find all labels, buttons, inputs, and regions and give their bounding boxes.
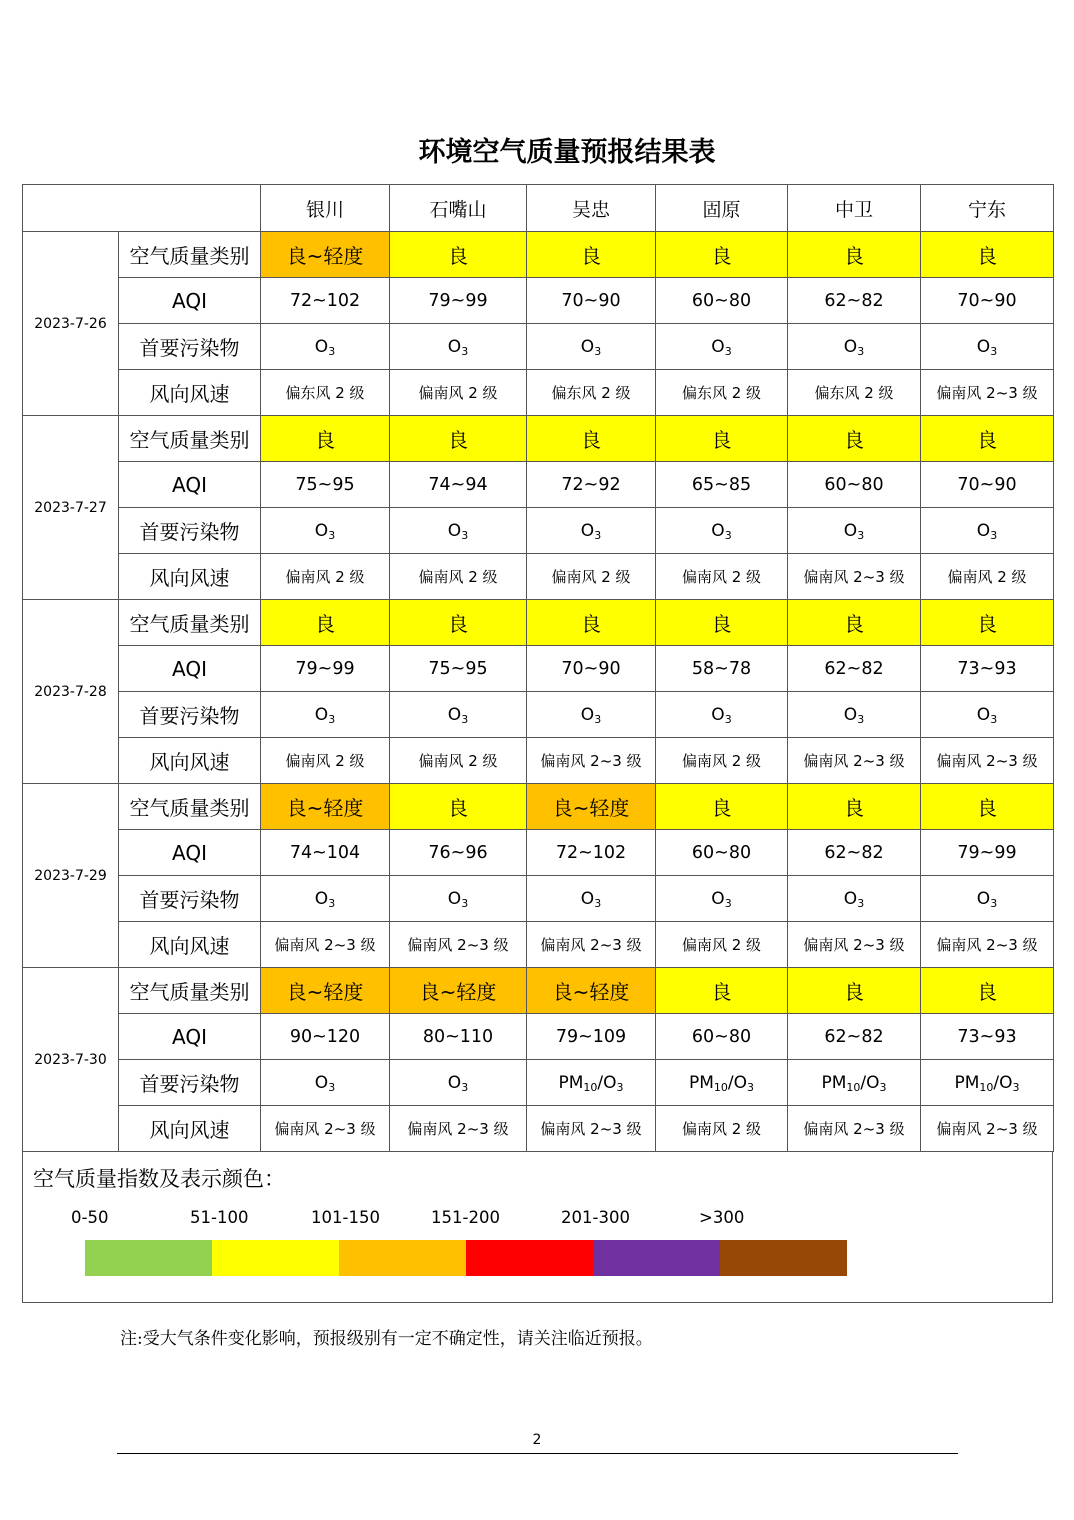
- pollutant-cell: $O_3$: [788, 876, 921, 922]
- aqi-cell: 70~90: [921, 278, 1054, 324]
- category-cell: 良~轻度: [527, 968, 656, 1014]
- aqi-cell: 60~80: [788, 462, 921, 508]
- category-cell: 良: [390, 784, 527, 830]
- pollutant-cell: $O_3$: [921, 692, 1054, 738]
- pollutant-cell: $O_3$: [390, 1060, 527, 1106]
- wind-cell: 偏南风 2~3 级: [788, 922, 921, 968]
- pollutant-cell: $O_3$: [390, 508, 527, 554]
- row-label-pollutant: 首要污染物: [119, 508, 261, 554]
- legend-swatch: [720, 1240, 847, 1276]
- city-header-row: [23, 185, 1054, 232]
- row-label-wind: 风向风速: [119, 370, 261, 416]
- forecast-row-wind: [23, 738, 1054, 784]
- pollutant-cell: $O_3$: [527, 508, 656, 554]
- wind-cell: 偏东风 2 级: [527, 370, 656, 416]
- wind-cell: 偏东风 2 级: [656, 370, 788, 416]
- category-cell: 良: [788, 232, 921, 278]
- aqi-cell: 74~104: [261, 830, 390, 876]
- date-cell: 2023-7-29: [23, 784, 119, 968]
- aqi-cell: 72~102: [527, 830, 656, 876]
- aqi-cell: 75~95: [261, 462, 390, 508]
- row-label-category: 空气质量类别: [119, 784, 261, 830]
- aqi-cell: 90~120: [261, 1014, 390, 1060]
- row-label-wind: 风向风速: [119, 922, 261, 968]
- pollutant-cell: $PM_{10}/O_3$: [788, 1060, 921, 1106]
- pollutant-cell: $O_3$: [261, 876, 390, 922]
- forecast-table: [22, 184, 1054, 1152]
- row-label-category: 空气质量类别: [119, 600, 261, 646]
- forecast-row-category: [23, 600, 1054, 646]
- corner-cell: [23, 185, 261, 232]
- pollutant-cell: $PM_{10}/O_3$: [921, 1060, 1054, 1106]
- wind-cell: 偏南风 2 级: [390, 370, 527, 416]
- wind-cell: 偏南风 2~3 级: [390, 922, 527, 968]
- category-cell: 良~轻度: [261, 232, 390, 278]
- pollutant-cell: $PM_{10}/O_3$: [527, 1060, 656, 1106]
- category-cell: 良: [527, 600, 656, 646]
- pollutant-cell: $O_3$: [788, 324, 921, 370]
- wind-cell: 偏南风 2 级: [261, 554, 390, 600]
- row-label-aqi: AQI: [119, 278, 261, 324]
- city-header: 吴忠: [527, 185, 656, 232]
- city-header: 中卫: [788, 185, 921, 232]
- category-cell: 良: [921, 600, 1054, 646]
- row-label-aqi: AQI: [119, 646, 261, 692]
- forecast-row-wind: [23, 370, 1054, 416]
- row-label-pollutant: 首要污染物: [119, 692, 261, 738]
- aqi-cell: 62~82: [788, 646, 921, 692]
- category-cell: 良: [921, 968, 1054, 1014]
- aqi-cell: 73~93: [921, 1014, 1054, 1060]
- wind-cell: 偏南风 2~3 级: [788, 554, 921, 600]
- wind-cell: 偏南风 2~3 级: [921, 370, 1054, 416]
- legend-range-label: 0-50: [71, 1208, 109, 1227]
- aqi-cell: 62~82: [788, 1014, 921, 1060]
- row-label-category: 空气质量类别: [119, 968, 261, 1014]
- date-cell: 2023-7-26: [23, 232, 119, 416]
- row-label-category: 空气质量类别: [119, 232, 261, 278]
- aqi-cell: 70~90: [527, 646, 656, 692]
- legend-range-label: 101-150: [311, 1208, 380, 1227]
- forecast-row-category: [23, 784, 1054, 830]
- city-header: 石嘴山: [390, 185, 527, 232]
- wind-cell: 偏南风 2 级: [656, 554, 788, 600]
- wind-cell: 偏南风 2~3 级: [788, 1106, 921, 1152]
- forecast-row-pollutant: [23, 508, 1054, 554]
- pollutant-cell: $O_3$: [261, 508, 390, 554]
- forecast-row-wind: [23, 554, 1054, 600]
- legend-swatch: [593, 1240, 720, 1276]
- pollutant-cell: $O_3$: [656, 508, 788, 554]
- wind-cell: 偏南风 2~3 级: [788, 738, 921, 784]
- aqi-cell: 62~82: [788, 830, 921, 876]
- aqi-cell: 60~80: [656, 278, 788, 324]
- wind-cell: 偏南风 2 级: [656, 1106, 788, 1152]
- wind-cell: 偏南风 2~3 级: [921, 1106, 1054, 1152]
- date-cell: 2023-7-28: [23, 600, 119, 784]
- wind-cell: 偏东风 2 级: [261, 370, 390, 416]
- wind-cell: 偏南风 2~3 级: [390, 1106, 527, 1152]
- forecast-row-aqi: [23, 1014, 1054, 1060]
- category-cell: 良~轻度: [261, 968, 390, 1014]
- forecast-row-category: [23, 968, 1054, 1014]
- category-cell: 良: [788, 968, 921, 1014]
- category-cell: 良: [788, 784, 921, 830]
- aqi-cell: 70~90: [527, 278, 656, 324]
- city-header: 宁东: [921, 185, 1054, 232]
- row-label-aqi: AQI: [119, 830, 261, 876]
- category-cell: 良: [788, 416, 921, 462]
- date-cell: 2023-7-30: [23, 968, 119, 1152]
- legend-swatch: [339, 1240, 466, 1276]
- pollutant-cell: $O_3$: [788, 692, 921, 738]
- aqi-cell: 76~96: [390, 830, 527, 876]
- pollutant-cell: $O_3$: [527, 692, 656, 738]
- pollutant-cell: $PM_{10}/O_3$: [656, 1060, 788, 1106]
- pollutant-cell: $O_3$: [921, 508, 1054, 554]
- row-label-pollutant: 首要污染物: [119, 876, 261, 922]
- wind-cell: 偏南风 2~3 级: [527, 922, 656, 968]
- pollutant-cell: $O_3$: [390, 692, 527, 738]
- aqi-cell: 72~102: [261, 278, 390, 324]
- legend-range-label: 201-300: [561, 1208, 630, 1227]
- row-label-wind: 风向风速: [119, 1106, 261, 1152]
- wind-cell: 偏南风 2 级: [656, 922, 788, 968]
- pollutant-cell: $O_3$: [656, 692, 788, 738]
- aqi-cell: 58~78: [656, 646, 788, 692]
- aqi-cell: 75~95: [390, 646, 527, 692]
- wind-cell: 偏南风 2 级: [921, 554, 1054, 600]
- legend-swatch: [466, 1240, 593, 1276]
- forecast-row-category: [23, 416, 1054, 462]
- row-label-wind: 风向风速: [119, 554, 261, 600]
- wind-cell: 偏南风 2~3 级: [527, 738, 656, 784]
- aqi-cell: 60~80: [656, 830, 788, 876]
- pollutant-cell: $O_3$: [261, 692, 390, 738]
- legend-range-label: 51-100: [190, 1208, 249, 1227]
- wind-cell: 偏东风 2 级: [788, 370, 921, 416]
- pollutant-cell: $O_3$: [527, 324, 656, 370]
- aqi-cell: 79~99: [390, 278, 527, 324]
- date-cell: 2023-7-27: [23, 416, 119, 600]
- row-label-category: 空气质量类别: [119, 416, 261, 462]
- wind-cell: 偏南风 2 级: [390, 554, 527, 600]
- forecast-row-wind: [23, 1106, 1054, 1152]
- aqi-cell: 80~110: [390, 1014, 527, 1060]
- category-cell: 良: [390, 232, 527, 278]
- forecast-row-aqi: [23, 830, 1054, 876]
- category-cell: 良: [261, 416, 390, 462]
- legend-range-label: 151-200: [431, 1208, 500, 1227]
- category-cell: 良: [656, 968, 788, 1014]
- city-header: 固原: [656, 185, 788, 232]
- aqi-cell: 60~80: [656, 1014, 788, 1060]
- legend-swatch: [85, 1240, 212, 1276]
- forecast-row-pollutant: [23, 1060, 1054, 1106]
- category-cell: 良: [527, 416, 656, 462]
- legend-range-label: >300: [699, 1208, 745, 1227]
- category-cell: 良~轻度: [527, 784, 656, 830]
- legend-swatch: [212, 1240, 339, 1276]
- category-cell: 良: [656, 600, 788, 646]
- pollutant-cell: $O_3$: [527, 876, 656, 922]
- pollutant-cell: $O_3$: [261, 324, 390, 370]
- category-cell: 良: [656, 784, 788, 830]
- pollutant-cell: $O_3$: [656, 876, 788, 922]
- wind-cell: 偏南风 2~3 级: [921, 738, 1054, 784]
- row-label-pollutant: 首要污染物: [119, 1060, 261, 1106]
- page-title: 环境空气质量预报结果表: [418, 137, 716, 168]
- aqi-cell: 72~92: [527, 462, 656, 508]
- category-cell: 良: [656, 416, 788, 462]
- footer-rule: [117, 1453, 958, 1454]
- pollutant-cell: $O_3$: [390, 876, 527, 922]
- row-label-aqi: AQI: [119, 462, 261, 508]
- wind-cell: 偏南风 2~3 级: [261, 922, 390, 968]
- aqi-cell: 65~85: [656, 462, 788, 508]
- aqi-cell: 74~94: [390, 462, 527, 508]
- wind-cell: 偏南风 2~3 级: [921, 922, 1054, 968]
- category-cell: 良: [921, 416, 1054, 462]
- forecast-row-aqi: [23, 646, 1054, 692]
- row-label-wind: 风向风速: [119, 738, 261, 784]
- row-label-aqi: AQI: [119, 1014, 261, 1060]
- pollutant-cell: $O_3$: [921, 876, 1054, 922]
- legend-title: 空气质量指数及表示颜色：: [33, 1167, 285, 1191]
- aqi-cell: 73~93: [921, 646, 1054, 692]
- wind-cell: 偏南风 2 级: [261, 738, 390, 784]
- forecast-row-wind: [23, 922, 1054, 968]
- wind-cell: 偏南风 2 级: [656, 738, 788, 784]
- page-number: 2: [532, 1432, 542, 1448]
- row-label-pollutant: 首要污染物: [119, 324, 261, 370]
- category-cell: 良~轻度: [390, 968, 527, 1014]
- category-cell: 良: [527, 232, 656, 278]
- aqi-cell: 79~99: [261, 646, 390, 692]
- category-cell: 良: [921, 784, 1054, 830]
- forecast-row-pollutant: [23, 324, 1054, 370]
- forecast-row-pollutant: [23, 692, 1054, 738]
- category-cell: 良~轻度: [261, 784, 390, 830]
- aqi-cell: 79~109: [527, 1014, 656, 1060]
- pollutant-cell: $O_3$: [921, 324, 1054, 370]
- category-cell: 良: [390, 600, 527, 646]
- wind-cell: 偏南风 2~3 级: [527, 1106, 656, 1152]
- forecast-row-aqi: [23, 462, 1054, 508]
- pollutant-cell: $O_3$: [390, 324, 527, 370]
- pollutant-cell: $O_3$: [788, 508, 921, 554]
- wind-cell: 偏南风 2 级: [390, 738, 527, 784]
- aqi-color-legend: [22, 1151, 1053, 1303]
- aqi-cell: 70~90: [921, 462, 1054, 508]
- pollutant-cell: $O_3$: [656, 324, 788, 370]
- wind-cell: 偏南风 2 级: [527, 554, 656, 600]
- aqi-cell: 79~99: [921, 830, 1054, 876]
- category-cell: 良: [921, 232, 1054, 278]
- forecast-row-aqi: [23, 278, 1054, 324]
- pollutant-cell: $O_3$: [261, 1060, 390, 1106]
- category-cell: 良: [656, 232, 788, 278]
- category-cell: 良: [261, 600, 390, 646]
- category-cell: 良: [788, 600, 921, 646]
- category-cell: 良: [390, 416, 527, 462]
- forecast-note: 注:受大气条件变化影响，预报级别有一定不确定性，请关注临近预报。: [120, 1329, 653, 1349]
- aqi-cell: 62~82: [788, 278, 921, 324]
- forecast-body: [23, 232, 1054, 1152]
- forecast-row-pollutant: [23, 876, 1054, 922]
- wind-cell: 偏南风 2~3 级: [261, 1106, 390, 1152]
- forecast-row-category: [23, 232, 1054, 278]
- city-header: 银川: [261, 185, 390, 232]
